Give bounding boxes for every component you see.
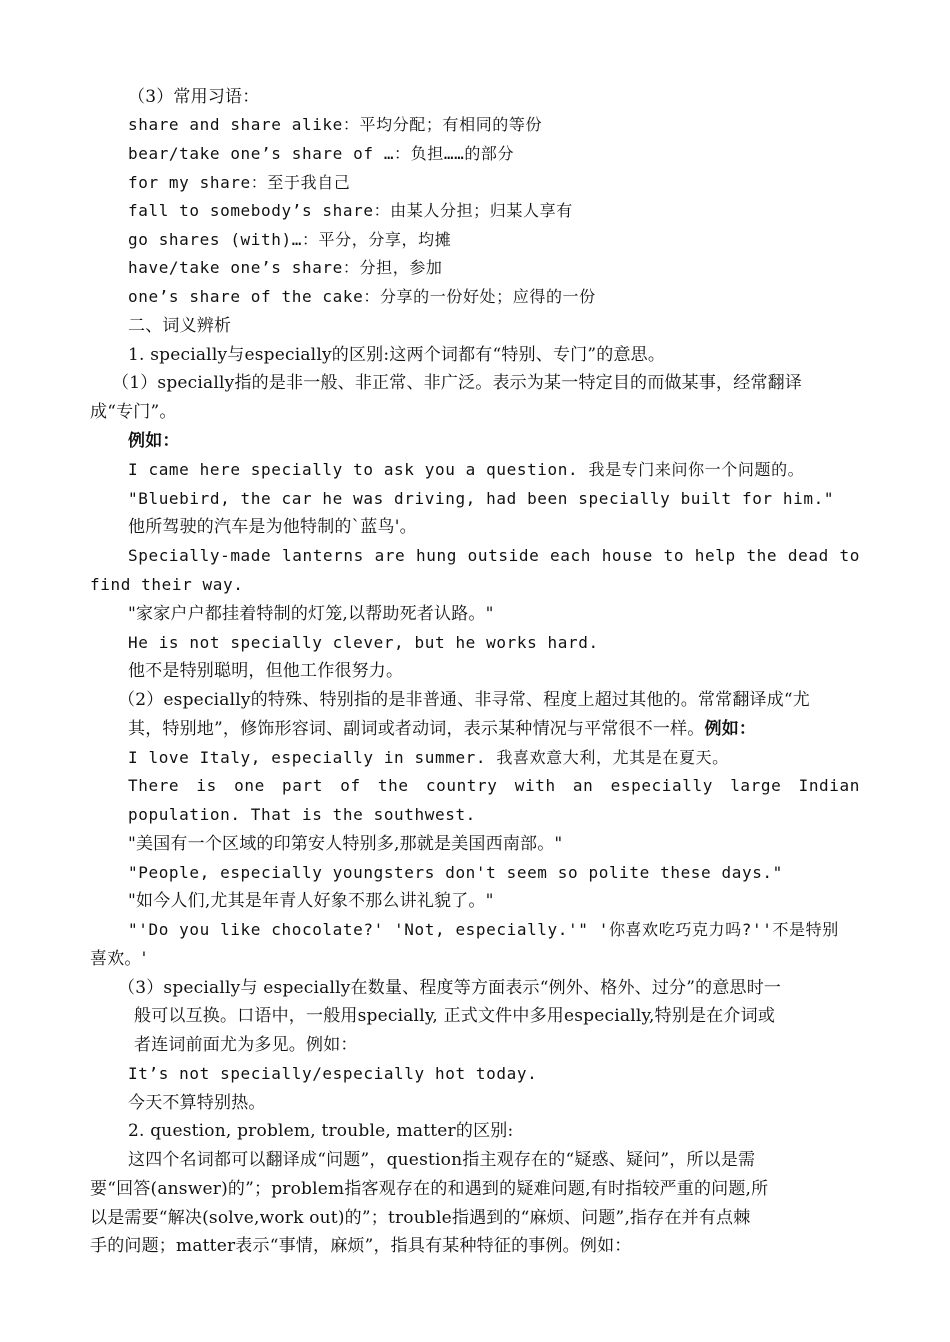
item2-title: 2. question, problem, trouble, matter的区别: bbox=[128, 1121, 514, 1141]
example-translation: "美国有一个区域的印第安人特别多,那就是美国西南部。" bbox=[128, 834, 563, 854]
example-translation: 他不是特别聪明，但他工作很努力。 bbox=[128, 661, 404, 681]
idiom-item: go shares (with)…：平分，分享，均摊 bbox=[128, 230, 452, 249]
idiom-item: fall to somebody’s share：由某人分担；归某人享有 bbox=[128, 201, 573, 220]
example-sentence: It’s not specially/especially hot today. bbox=[128, 1064, 538, 1083]
example-sentence: "Bluebird, the car he was driving, had been specially built for him." bbox=[128, 489, 835, 508]
item2-body-line: 这四个名词都可以翻译成“问题”，question指主观存在的“疑惑、疑问”，所以是需 bbox=[128, 1150, 756, 1170]
example-sentence-cont: population. That is the southwest. bbox=[128, 805, 476, 824]
example-sentence: Specially-made lanterns are hung outside each house to help the dead to bbox=[128, 546, 860, 565]
example-sentence: I love Italy, especially in summer. 我喜欢意大利，尤其是在夏天。 bbox=[128, 748, 729, 767]
example-sentence: "People, especially youngsters don't seem so polite these days." bbox=[128, 863, 783, 882]
example-translation: 他所驾驶的汽车是为他特制的`蓝鸟'。 bbox=[128, 517, 417, 537]
example-label: 例如： bbox=[128, 431, 180, 451]
example-sentence: I came here specially to ask you a question. 我是专门来问你一个问题的。 bbox=[128, 460, 805, 479]
sub2-line1: （2）especially的特殊、特别指的是非普通、非寻常、程度上超过其他的。常常翻译成“尤 bbox=[118, 690, 811, 710]
idiom-item: have/take one’s share：分担，参加 bbox=[128, 258, 443, 277]
item2-body-line: 要“回答(answer)的”；problem指客观存在的和遇到的疑难问题,有时指较严重的问题,所 bbox=[90, 1179, 769, 1199]
example-translation-cont: 喜欢。' bbox=[90, 949, 147, 969]
example-translation: "如今人们,尤其是年青人好象不那么讲礼貌了。" bbox=[128, 891, 494, 911]
sub3-line3: 者连词前面尤为多见。例如： bbox=[134, 1035, 358, 1055]
example-translation: "家家户户都挂着特制的灯笼,以帮助死者认路。" bbox=[128, 604, 494, 624]
idiom-item: one’s share of the cake：分享的一份好处；应得的一份 bbox=[128, 287, 596, 306]
sub3-line1: （3）specially与 especially在数量、程度等方面表示“例外、格外、过分”的意思时一 bbox=[118, 978, 782, 998]
example-label: 例如： bbox=[704, 719, 757, 739]
idiom-item: bear/take one’s share of …：负担……的部分 bbox=[128, 144, 515, 163]
sub1-line2: 成“专门”。 bbox=[90, 402, 177, 422]
sub3-line2: 般可以互换。口语中，一般用specially, 正式文件中多用especially,特别是在介词或 bbox=[134, 1006, 776, 1026]
example-sentence: There is one part of the country with an especially large Indian bbox=[128, 776, 860, 795]
idioms-heading: （3）常用习语： bbox=[128, 87, 260, 107]
example-translation: 今天不算特别热。 bbox=[128, 1093, 266, 1113]
example-sentence: "'Do you like chocolate?' 'Not, especially.'" '你喜欢吃巧克力吗?''不是特别 bbox=[128, 920, 839, 939]
sub2-line2 bbox=[128, 715, 756, 743]
sub2-line2-text: 其，特别地”，修饰形容词、副词或者动词，表示某种情况与平常很不一样。 bbox=[128, 719, 705, 739]
item2-body-line: 手的问题；matter表示“事情，麻烦”，指具有某种特征的事例。例如： bbox=[90, 1236, 632, 1256]
idiom-item: for my share：至于我自己 bbox=[128, 173, 351, 192]
sub1-line1: （1）specially指的是非一般、非正常、非广泛。表示为某一特定目的而做某事，经常翻译 bbox=[112, 373, 803, 393]
item1-title: 1. specially与especially的区别:这两个词都有“特别、专门”的意思。 bbox=[128, 345, 666, 365]
example-sentence: He is not specially clever, but he works hard. bbox=[128, 633, 599, 652]
section-heading: 二、词义辨析 bbox=[128, 316, 232, 336]
item2-body-line: 以是需要“解决(solve,work out)的”；trouble指遇到的“麻烦、问题”,指存在并有点棘 bbox=[90, 1208, 751, 1228]
example-sentence-cont: find their way. bbox=[90, 575, 244, 594]
idiom-item: share and share alike：平均分配；有相同的等份 bbox=[128, 115, 543, 134]
